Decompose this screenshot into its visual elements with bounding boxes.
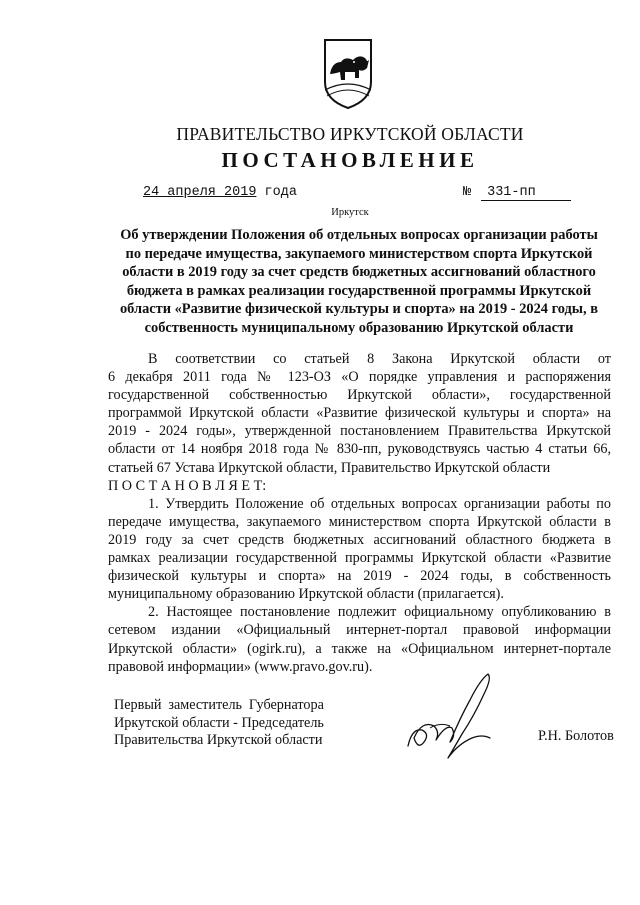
body-line: правовой информации» (www.pravo.gov.ru). xyxy=(108,658,373,675)
heading-line: области «Развитие физической культуры и спорта» на 2019 - 2024 годы, в xyxy=(119,301,599,318)
position-line: Первый заместитель Губернатора xyxy=(114,697,324,713)
resolves-word: П О С Т А Н О В Л Я Е Т: xyxy=(108,477,267,494)
body-line: 6 декабря 2011 года № 123-ОЗ «О порядке управления и распоряжения xyxy=(108,369,611,386)
document-date xyxy=(143,185,297,200)
date-suffix: года xyxy=(256,185,297,200)
position-line: Правительства Иркутской области xyxy=(114,732,323,748)
body-line: рамках реализации государственной программы Иркутской области «Развитие xyxy=(108,550,611,567)
number-label: № xyxy=(463,185,472,200)
date-value: 24 апреля 2019 xyxy=(143,185,257,200)
body-line: муниципальному образованию Иркутской области (прилагается). xyxy=(108,586,504,603)
body-line: передаче имущества, закупаемого министерством спорта Иркутской области в xyxy=(108,513,611,530)
document-heading xyxy=(108,226,610,338)
position-line: Иркутской области - Председатель xyxy=(114,714,324,731)
body-line: 2019 - 2024 годы», утвержденной постановлением Правительства Иркутской xyxy=(108,423,611,440)
document-type: ПОСТАНОВЛЕНИЕ xyxy=(221,148,479,172)
city: Иркутск xyxy=(331,207,369,218)
body-line: физической культуры и спорта» на 2019 - 2024 годы, в собственность xyxy=(108,568,611,585)
body-line: 1. Утвердить Положение об отдельных вопросах организации работы по xyxy=(148,495,611,512)
handwritten-signature xyxy=(400,668,500,763)
signatory-name: Р.Н. Болотов xyxy=(538,728,614,744)
body-line: В соответствии со статьей 8 Закона Иркутской области от xyxy=(148,351,611,367)
heading-line: Об утверждении Положения об отдельных вопросах организации работы xyxy=(120,227,598,243)
heading-line: по передаче имущества, закупаемого министерством спорта Иркутской xyxy=(125,245,593,262)
body-line: Иркутской области» (ogirk.ru), а также на «Официальном интернет-портале xyxy=(108,640,611,657)
heading-line: области в 2019 году за счет средств бюджетных ассигнований областного xyxy=(122,264,596,281)
body-line: государственной собственностью Иркутской области», государственной xyxy=(108,387,611,404)
signatory-position xyxy=(114,697,324,750)
body-line: области от 14 ноября 2018 года № 830-пп, руководствуясь частью 4 статьи 66, xyxy=(108,441,611,458)
document-number xyxy=(463,185,571,201)
heading-line: бюджета в рамках реализации государственной программы Иркутской xyxy=(126,282,592,299)
body-line: сетевом издании «Официальный интернет-портал правовой информации xyxy=(108,622,611,639)
body-line: 2019 году за счет средств бюджетных ассигнований областного бюджета в xyxy=(108,531,611,548)
document-body xyxy=(108,350,611,676)
number-value: 331-пп xyxy=(481,185,571,201)
coat-of-arms-icon xyxy=(323,38,373,110)
body-line: 2. Настоящее постановление подлежит официальному опубликованию в xyxy=(148,604,611,621)
body-line: статьей 67 Устава Иркутской области, Правительство Иркутской области xyxy=(108,459,551,476)
heading-line: собственность муниципальному образованию Иркутской области xyxy=(144,319,574,336)
government-title: ПРАВИТЕЛЬСТВО ИРКУТСКОЙ ОБЛАСТИ xyxy=(176,124,524,144)
body-line: программой Иркутской области «Развитие физической культуры и спорта» на xyxy=(108,405,611,422)
